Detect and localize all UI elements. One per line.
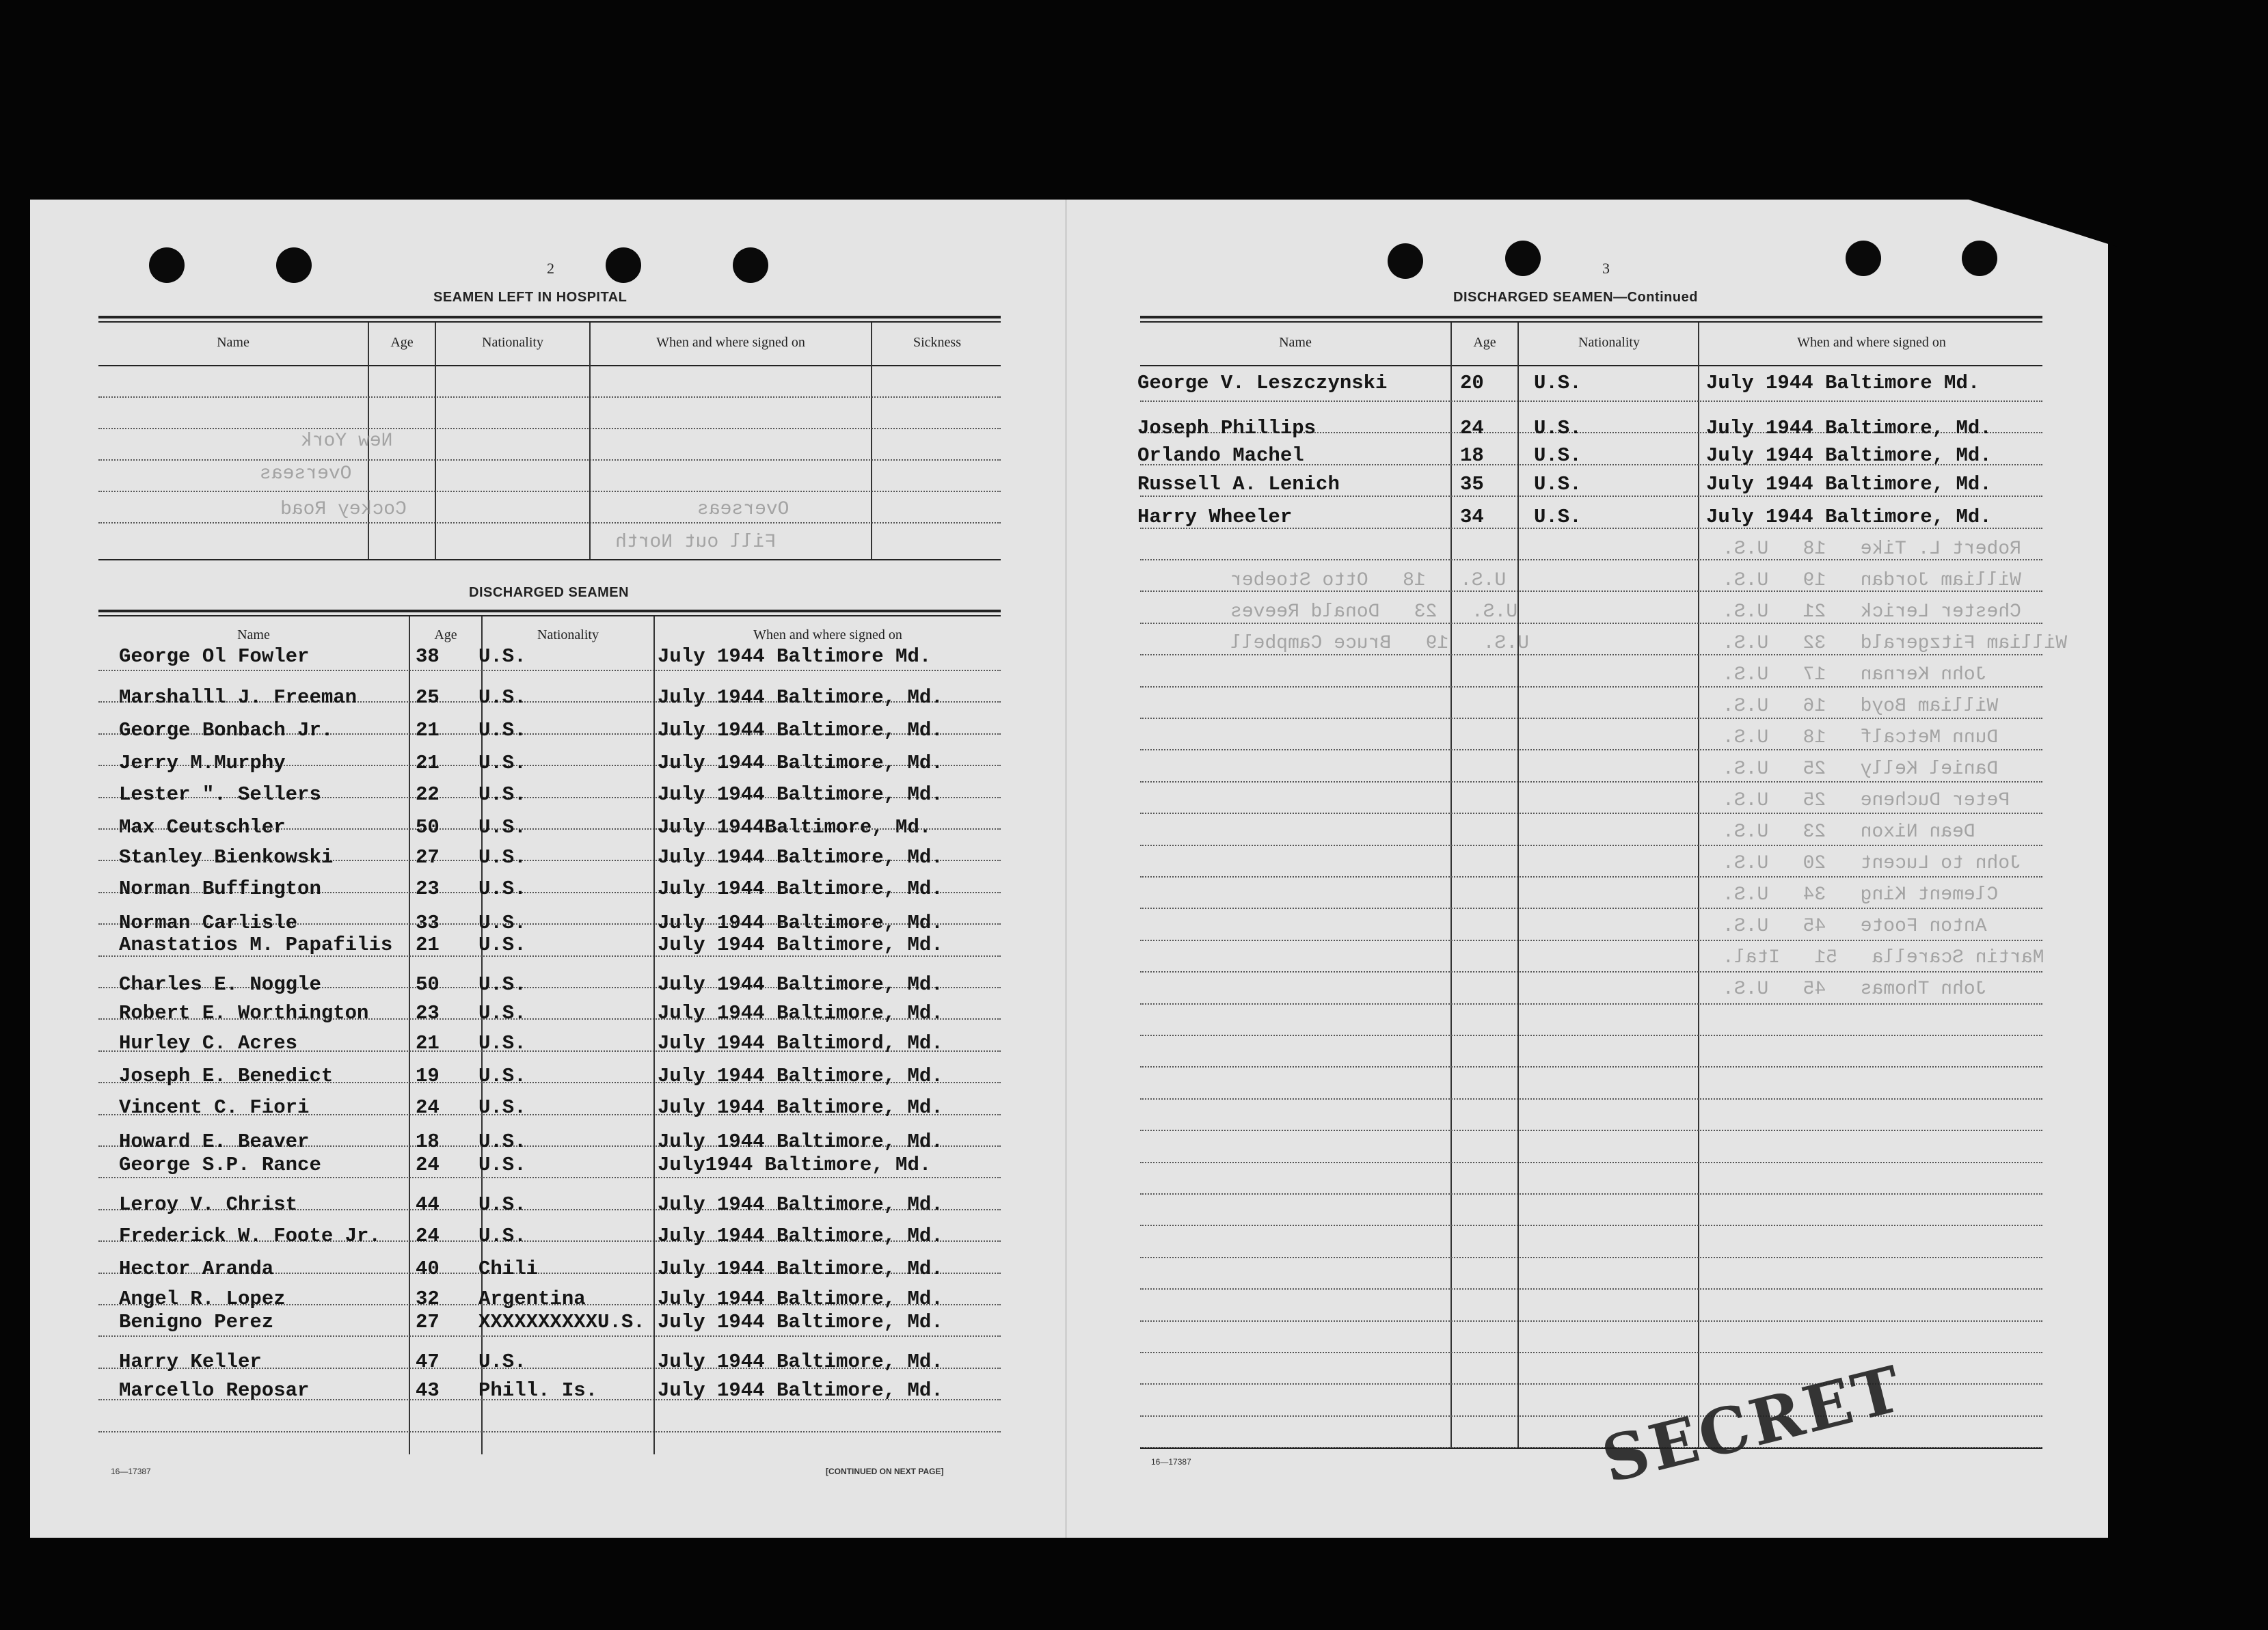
seaman-nationality: U.S. bbox=[478, 846, 526, 869]
row-line bbox=[98, 1431, 1001, 1432]
hospital-top-rule-2 bbox=[98, 321, 1001, 323]
seaman-signed: July 1944 Baltimore, Md. bbox=[658, 783, 943, 806]
seaman-name: Robert E. Worthington bbox=[119, 1002, 369, 1024]
punch-hole bbox=[606, 247, 641, 283]
row-line bbox=[1140, 1320, 2042, 1322]
seaman-signed: July 1944 Baltimore, Md. bbox=[1706, 473, 1992, 495]
seaman-signed: July 1944 Baltimore, Md. bbox=[1706, 444, 1992, 467]
seaman-signed: July 1944 Baltimore, Md. bbox=[1706, 506, 1992, 528]
hospital-row-line bbox=[98, 491, 1001, 492]
seaman-age: 23 bbox=[416, 1002, 440, 1024]
seaman-age: 22 bbox=[416, 783, 440, 806]
seaman-signed: July 1944Baltimore, Md. bbox=[658, 816, 932, 839]
hospital-col-signed: When and where signed on bbox=[656, 335, 805, 350]
row-line bbox=[1140, 1130, 2042, 1131]
row-line bbox=[1140, 1352, 2042, 1353]
punch-hole bbox=[733, 247, 768, 283]
seaman-name: Russell A. Lenich bbox=[1137, 473, 1340, 495]
seaman-age: 33 bbox=[416, 912, 440, 934]
row-line bbox=[1140, 1257, 2042, 1258]
row-line bbox=[1140, 940, 2042, 941]
seaman-nationality: U.S. bbox=[478, 1065, 526, 1087]
hospital-col-divider bbox=[589, 323, 591, 560]
bleed-through-text: U.S. 18 Otto Stoeber bbox=[1230, 570, 1507, 591]
hospital-col-sickness: Sickness bbox=[913, 335, 961, 350]
seaman-nationality: U.S. bbox=[1534, 473, 1582, 495]
seaman-nationality: U.S. bbox=[478, 1096, 526, 1119]
row-line bbox=[1140, 1225, 2042, 1226]
seaman-age: 35 bbox=[1460, 473, 1484, 495]
row-line bbox=[1140, 686, 2042, 688]
seaman-signed: July 1944 Baltimore, Md. bbox=[658, 1288, 943, 1310]
bleed-through-text: William Boyd 16 U.S. bbox=[1723, 696, 1999, 717]
hospital-col-name: Name bbox=[217, 335, 249, 350]
right-col-nationality: Nationality bbox=[1578, 335, 1640, 350]
seaman-signed: July 1944 Baltimore, Md. bbox=[658, 973, 943, 996]
row-line bbox=[1140, 749, 2042, 750]
seaman-nationality: U.S. bbox=[478, 686, 526, 709]
bleed-through-text: William Jordan 19 U.S. bbox=[1723, 570, 2021, 591]
center-fold bbox=[1065, 200, 1067, 1538]
seaman-nationality: U.S. bbox=[478, 1130, 526, 1153]
seaman-signed: July 1944 Baltimore, Md. bbox=[658, 1311, 943, 1333]
seaman-nationality: U.S. bbox=[478, 816, 526, 839]
right-col-age: Age bbox=[1473, 335, 1496, 350]
punch-hole bbox=[1505, 241, 1541, 276]
seaman-name: Hurley C. Acres bbox=[119, 1032, 298, 1055]
row-line bbox=[1140, 1066, 2042, 1068]
seaman-signed: July 1944 Baltimore, Md. bbox=[658, 912, 943, 934]
seaman-signed: July1944 Baltimore, Md. bbox=[658, 1154, 932, 1176]
seaman-signed: July 1944 Baltimore, Md. bbox=[658, 1130, 943, 1153]
seaman-name: Anastatios M. Papafilis bbox=[119, 934, 393, 956]
right-col-divider bbox=[1450, 323, 1452, 1449]
row-line bbox=[1140, 781, 2042, 783]
bleed-through-text: Overseas bbox=[697, 499, 789, 520]
bleed-through-text: Martin Scarella 51 Ital. bbox=[1723, 947, 2044, 968]
seaman-name: Angel R. Lopez bbox=[119, 1288, 286, 1310]
seaman-name: Harry Keller bbox=[119, 1350, 262, 1373]
seaman-age: 50 bbox=[416, 816, 440, 839]
seaman-age: 21 bbox=[416, 719, 440, 742]
seaman-nationality: U.S. bbox=[1534, 372, 1582, 394]
seaman-signed: July 1944 Baltimore, Md. bbox=[658, 846, 943, 869]
seaman-name: Charles E. Noggle bbox=[119, 973, 321, 996]
seaman-signed: July 1944 Baltimore, Md. bbox=[658, 1258, 943, 1280]
bleed-through-text: William Fitzgerald 32 U.S. bbox=[1723, 633, 2068, 654]
seaman-age: 43 bbox=[416, 1379, 440, 1402]
seaman-age: 38 bbox=[416, 645, 440, 668]
seaman-nationality: U.S. bbox=[478, 645, 526, 668]
seaman-name: Orlando Machel bbox=[1137, 444, 1304, 467]
seaman-nationality: Phill. Is. bbox=[478, 1379, 598, 1402]
seaman-signed: July 1944 Baltimore Md. bbox=[658, 645, 932, 668]
right-header-rule bbox=[1140, 365, 2042, 366]
seaman-age: 32 bbox=[416, 1288, 440, 1310]
row-line bbox=[98, 1335, 1001, 1337]
hospital-header-rule bbox=[98, 365, 1001, 366]
right-section-title: DISCHARGED SEAMEN—Continued bbox=[1453, 290, 1698, 305]
seaman-signed: July 1944 Baltimore, Md. bbox=[658, 1350, 943, 1373]
punch-hole bbox=[276, 247, 312, 283]
seaman-age: 25 bbox=[416, 686, 440, 709]
seaman-signed: July 1944 Baltimore, Md. bbox=[658, 1065, 943, 1087]
seaman-age: 23 bbox=[416, 878, 440, 900]
seaman-name: George Bonbach Jr. bbox=[119, 719, 334, 742]
seaman-nationality: Chili bbox=[478, 1258, 539, 1280]
continued-note: [CONTINUED ON NEXT PAGE] bbox=[826, 1467, 944, 1476]
seaman-age: 40 bbox=[416, 1258, 440, 1280]
seaman-age: 27 bbox=[416, 846, 440, 869]
seaman-nationality: U.S. bbox=[478, 719, 526, 742]
seaman-name: Marshalll J. Freeman bbox=[119, 686, 357, 709]
seaman-nationality: U.S. bbox=[478, 1032, 526, 1055]
discharged-col-divider bbox=[653, 616, 655, 1454]
row-line bbox=[1140, 876, 2042, 878]
bleed-through-text: Dean Nixon 23 U.S. bbox=[1723, 821, 1975, 843]
seaman-signed: July 1944 Baltimore, Md. bbox=[658, 1225, 943, 1247]
seaman-nationality: U.S. bbox=[478, 1350, 526, 1373]
seaman-age: 21 bbox=[416, 934, 440, 956]
right-col-divider bbox=[1517, 323, 1519, 1449]
discharged-col-name: Name bbox=[237, 627, 270, 642]
right-col-signed: When and where signed on bbox=[1797, 335, 1946, 350]
row-line bbox=[1140, 1193, 2042, 1195]
form-number-right: 16—17387 bbox=[1151, 1457, 1191, 1467]
row-line bbox=[1140, 718, 2042, 719]
seaman-nationality: U.S. bbox=[478, 1225, 526, 1247]
seaman-name: George V. Leszczynski bbox=[1137, 372, 1388, 394]
right-col-divider bbox=[1698, 323, 1699, 1449]
page-number-left: 2 bbox=[547, 260, 554, 277]
hospital-col-divider bbox=[435, 323, 436, 560]
row-line bbox=[1140, 908, 2042, 909]
hospital-section-title: SEAMEN LEFT IN HOSPITAL bbox=[433, 290, 627, 305]
hospital-row-line bbox=[98, 459, 1001, 461]
right-top-rule-2 bbox=[1140, 321, 2042, 323]
bleed-through-text: U.S. 23 Donald Reeves bbox=[1230, 601, 1518, 623]
row-line bbox=[1140, 623, 2042, 624]
seaman-signed: July 1944 Baltimore, Md. bbox=[658, 878, 943, 900]
discharged-top-rule bbox=[98, 610, 1001, 612]
torn-corner bbox=[1969, 200, 2119, 247]
bleed-through-text: Dunn Metcalf 18 U.S. bbox=[1723, 727, 1999, 748]
row-line bbox=[1140, 1162, 2042, 1163]
seaman-signed: July 1944 Baltimore, Md. bbox=[658, 1193, 943, 1216]
seaman-nationality: U.S. bbox=[478, 973, 526, 996]
seaman-nationality: U.S. bbox=[478, 783, 526, 806]
bleed-through-text: Anton Foote 45 U.S. bbox=[1723, 916, 1987, 937]
seaman-nationality: U.S. bbox=[478, 1002, 526, 1024]
seaman-signed: July 1944 Baltimore Md. bbox=[1706, 372, 1980, 394]
row-line bbox=[1140, 1035, 2042, 1036]
seaman-signed: July 1944 Baltimore, Md. bbox=[1706, 417, 1992, 439]
seaman-age: 24 bbox=[416, 1225, 440, 1247]
seaman-name: Joseph E. Benedict bbox=[119, 1065, 334, 1087]
bleed-through-text: U.S. 19 Bruce Campbell bbox=[1230, 633, 1529, 654]
hospital-row-line bbox=[98, 428, 1001, 429]
bleed-through-text: Peter Duchene 25 U.S. bbox=[1723, 790, 2010, 811]
bleed-through-text: Overseas bbox=[260, 463, 352, 485]
seaman-age: 19 bbox=[416, 1065, 440, 1087]
seaman-nationality: U.S. bbox=[1534, 417, 1582, 439]
seaman-name: Max Ceutschler bbox=[119, 816, 286, 839]
seaman-name: Vincent C. Fiori bbox=[119, 1096, 310, 1119]
seaman-signed: July 1944 Baltimore, Md. bbox=[658, 1379, 943, 1402]
seaman-nationality: U.S. bbox=[478, 1154, 526, 1176]
seaman-signed: July 1944 Baltimore, Md. bbox=[658, 686, 943, 709]
bleed-through-text: Chester Lerick 21 U.S. bbox=[1723, 601, 2021, 623]
seaman-name: George Ol Fowler bbox=[119, 645, 310, 668]
seaman-name: Joseph Phillips bbox=[1137, 417, 1317, 439]
row-line bbox=[1140, 495, 2042, 497]
seaman-name: George S.P. Rance bbox=[119, 1154, 321, 1176]
seaman-age: 18 bbox=[1460, 444, 1484, 467]
seaman-age: 20 bbox=[1460, 372, 1484, 394]
bleed-through-text: Fill out North bbox=[615, 532, 777, 553]
seaman-age: 34 bbox=[1460, 506, 1484, 528]
discharged-section-title: DISCHARGED SEAMEN bbox=[469, 585, 630, 600]
row-line bbox=[1140, 400, 2042, 402]
seaman-nationality: Argentina bbox=[478, 1288, 586, 1310]
hospital-col-divider bbox=[871, 323, 872, 560]
seaman-nationality: U.S. bbox=[478, 912, 526, 934]
row-line bbox=[1140, 1098, 2042, 1100]
seaman-age: 21 bbox=[416, 752, 440, 774]
bleed-through-text: Daniel Kelly 25 U.S. bbox=[1723, 759, 1999, 780]
hospital-row-line bbox=[98, 396, 1001, 398]
punch-hole bbox=[149, 247, 185, 283]
right-bottom-rule bbox=[1140, 1448, 2042, 1449]
seaman-name: Marcello Reposar bbox=[119, 1379, 310, 1402]
seaman-name: Hector Aranda bbox=[119, 1258, 274, 1280]
hospital-top-rule bbox=[98, 316, 1001, 318]
row-line bbox=[1140, 654, 2042, 655]
row-line bbox=[1140, 845, 2042, 846]
discharged-top-rule-2 bbox=[98, 615, 1001, 616]
seaman-signed: July 1944 Baltimore, Md. bbox=[658, 1096, 943, 1119]
seaman-name: Harry Wheeler bbox=[1137, 506, 1293, 528]
row-line bbox=[98, 670, 1001, 671]
seaman-age: 21 bbox=[416, 1032, 440, 1055]
discharged-col-age: Age bbox=[434, 627, 457, 642]
row-line bbox=[1140, 1383, 2042, 1385]
seaman-name: Benigno Perez bbox=[119, 1311, 274, 1333]
bleed-through-text: John Kernan 17 U.S. bbox=[1723, 664, 1987, 685]
page-number-right: 3 bbox=[1602, 260, 1610, 277]
discharged-col-signed: When and where signed on bbox=[753, 627, 902, 642]
seaman-age: 50 bbox=[416, 973, 440, 996]
seaman-age: 47 bbox=[416, 1350, 440, 1373]
seaman-nationality: U.S. bbox=[478, 934, 526, 956]
seaman-name: Lester ". Sellers bbox=[119, 783, 321, 806]
secret-stamp: SECRET bbox=[1595, 1351, 1911, 1497]
discharged-col-nationality: Nationality bbox=[537, 627, 599, 642]
row-line bbox=[98, 1177, 1001, 1178]
hospital-row-line bbox=[98, 522, 1001, 524]
row-line bbox=[1140, 971, 2042, 973]
seaman-signed: July 1944 Baltimore, Md. bbox=[658, 752, 943, 774]
seaman-name: Jerry M.Murphy bbox=[119, 752, 286, 774]
seaman-nationality: U.S. bbox=[1534, 444, 1582, 467]
seaman-nationality: U.S. bbox=[1534, 506, 1582, 528]
bleed-through-text: New York bbox=[301, 431, 393, 452]
row-line bbox=[1140, 813, 2042, 814]
hospital-bottom-rule bbox=[98, 559, 1001, 560]
bleed-through-text: Cockey Road bbox=[280, 499, 407, 520]
bleed-through-text: John to Lucent 20 U.S. bbox=[1723, 853, 2021, 874]
punch-hole bbox=[1846, 241, 1881, 276]
seaman-name: Howard E. Beaver bbox=[119, 1130, 310, 1153]
seaman-signed: July 1944 Baltimore, Md. bbox=[658, 719, 943, 742]
right-col-name: Name bbox=[1279, 335, 1312, 350]
seaman-age: 24 bbox=[1460, 417, 1484, 439]
seaman-nationality: U.S. bbox=[478, 752, 526, 774]
seaman-name: Stanley Bienkowski bbox=[119, 846, 334, 869]
seaman-nationality: XXXXXXXXXXU.S. bbox=[478, 1311, 645, 1333]
seaman-name: Norman Buffington bbox=[119, 878, 321, 900]
row-line bbox=[1140, 1288, 2042, 1290]
seaman-age: 18 bbox=[416, 1130, 440, 1153]
discharged-col-divider bbox=[409, 616, 410, 1454]
seaman-name: Frederick W. Foote Jr. bbox=[119, 1225, 381, 1247]
seaman-nationality: U.S. bbox=[478, 1193, 526, 1216]
right-top-rule bbox=[1140, 316, 2042, 318]
hospital-col-age: Age bbox=[390, 335, 414, 350]
row-line bbox=[1140, 1003, 2042, 1005]
seaman-age: 44 bbox=[416, 1193, 440, 1216]
punch-hole bbox=[1388, 243, 1423, 279]
seaman-signed: July 1944 Baltimord, Md. bbox=[658, 1032, 943, 1055]
seaman-signed: July 1944 Baltimore, Md. bbox=[658, 934, 943, 956]
bleed-through-text: Clement King 34 U.S. bbox=[1723, 884, 1999, 906]
seaman-name: Norman Carlisle bbox=[119, 912, 298, 934]
seaman-name: Leroy V. Christ bbox=[119, 1193, 298, 1216]
bleed-through-text: Robert L. Tike 18 U.S. bbox=[1723, 539, 2021, 560]
seaman-age: 27 bbox=[416, 1311, 440, 1333]
punch-hole bbox=[1962, 241, 1997, 276]
seaman-signed: July 1944 Baltimore, Md. bbox=[658, 1002, 943, 1024]
hospital-col-nationality: Nationality bbox=[482, 335, 543, 350]
seaman-age: 24 bbox=[416, 1096, 440, 1119]
form-number-left: 16—17387 bbox=[111, 1467, 151, 1476]
bleed-through-text: John Thomas 45 U.S. bbox=[1723, 979, 1987, 1000]
seaman-nationality: U.S. bbox=[478, 878, 526, 900]
seaman-age: 24 bbox=[416, 1154, 440, 1176]
